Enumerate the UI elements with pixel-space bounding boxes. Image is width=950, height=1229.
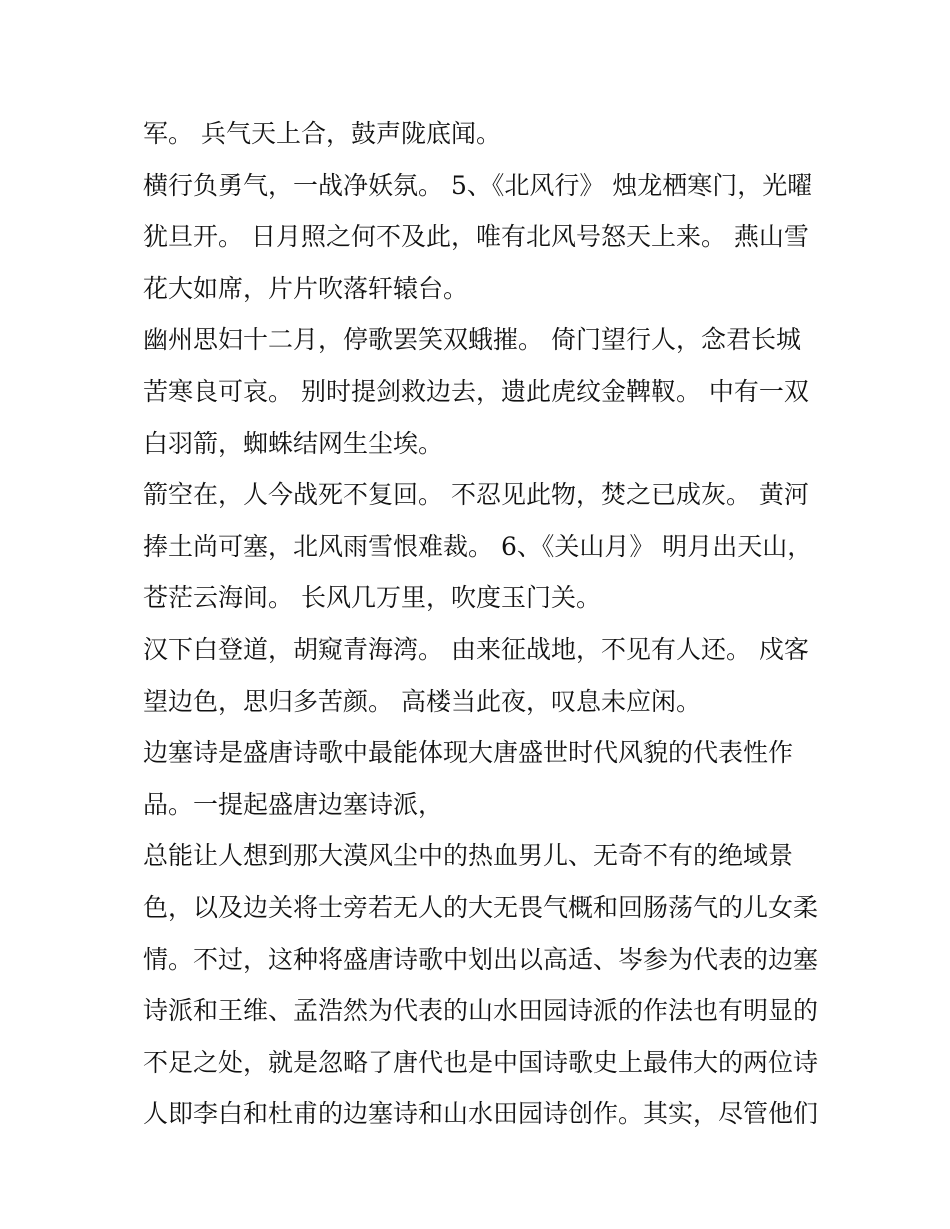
text-line: 横行负勇气，一战净妖氛。 5、《北风行》 烛龙栖寒门，光曜 — [143, 170, 813, 200]
text-line: 诗派和王维、孟浩然为代表的山水田园诗派的作法也有明显的 — [143, 996, 819, 1026]
text-line: 色，以及边关将士旁若无人的大无畏气概和回肠荡气的儿女柔 — [143, 892, 819, 922]
text-line: 总能让人想到那大漠风尘中的热血男儿、无奇不有的绝域景 — [143, 841, 794, 871]
text-line: 犹旦开。 日月照之何不及此，唯有北风号怒天上来。 燕山雪 — [143, 222, 809, 252]
text-line: 捧土尚可塞，北风雨雪恨难裁。 6、《关山月》 明月出天山， — [143, 531, 813, 561]
text-line: 白羽箭，蜘蛛结网生尘埃。 — [143, 428, 444, 458]
text-line: 望边色，思归多苦颜。 高楼当此夜，叹息未应闲。 — [143, 686, 701, 716]
text-line: 品。一提起盛唐边塞诗派， — [143, 789, 444, 819]
text-line: 汉下白登道，胡窥青海湾。 由来征战地，不见有人还。 戍客 — [143, 634, 809, 664]
text-line: 情。不过，这种将盛唐诗歌中划出以高适、岑参为代表的边塞 — [143, 944, 819, 974]
text-line: 幽州思妇十二月，停歌罢笑双蛾摧。 倚门望行人，念君长城 — [143, 325, 801, 355]
body-text — [143, 108, 819, 1140]
text-line: 人即李白和杜甫的边塞诗和山水田园诗创作。其实，尽管他们 — [143, 1099, 819, 1129]
text-line: 不足之处，就是忽略了唐代也是中国诗歌史上最伟大的两位诗 — [143, 1047, 819, 1077]
text-line: 军。 兵气天上合，鼓声陇底闻。 — [143, 119, 501, 148]
text-line: 边塞诗是盛唐诗歌中最能体现大唐盛世时代风貌的代表性作 — [143, 738, 794, 768]
text-line: 苦寒良可哀。 别时提剑救边去，遗此虎纹金鞞靫。 中有一双 — [143, 376, 809, 406]
text-line: 苍茫云海间。 长风几万里，吹度玉门关。 — [143, 583, 601, 613]
text-line: 花大如席，片片吹落轩辕台。 — [143, 273, 469, 303]
text-line: 箭空在，人今战死不复回。 不忍见此物，焚之已成灰。 黄河 — [143, 480, 809, 510]
